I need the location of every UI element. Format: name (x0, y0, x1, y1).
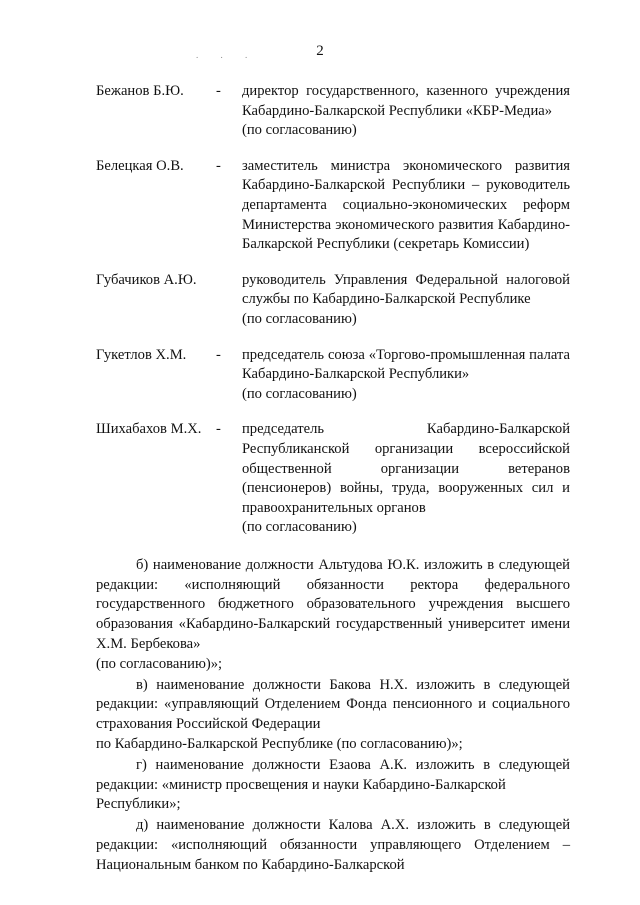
person-description-text: руководитель Управления Федеральной налоговой службы по Кабардино-Балкарской Республике (242, 271, 570, 308)
person-description-lastline: (по согласованию) (242, 310, 357, 327)
list-item (96, 420, 570, 538)
list-item (96, 157, 570, 255)
paragraph-text: в) наименование должности Бакова Н.Х. изложить в следующей редакции: «управляющий Отделением Фонда пенсионного и социального страхования Российской Федерации (96, 676, 570, 733)
person-description-lastline: (по согласованию) (242, 122, 357, 139)
list-item (96, 346, 570, 405)
person-name: Губачиков А.Ю. (96, 271, 197, 288)
person-dash: - (216, 83, 221, 99)
person-dash: - (216, 157, 221, 174)
person-description-text: председатель Кабардино-Балкарской Республиканской организации всероссийской общественной организации ветеранов (пенсионеров) войны, труда, вооруженных сил и правоохранительных органов (242, 421, 570, 516)
person-name: Белецкая О.В. (96, 157, 184, 174)
person-description-lastline: (по согласованию) (242, 519, 357, 536)
list-item (96, 271, 570, 330)
page-number: 2 (316, 43, 324, 59)
person-description-text: директор государственного, казенного учреждения Кабардино-Балкарской Республики «КБР-Медиа» (242, 83, 570, 119)
person-description (242, 271, 570, 330)
paragraph-lastline: (по согласованию)»; (96, 655, 223, 672)
person-description (242, 346, 570, 405)
person-description (242, 82, 570, 141)
paragraph (96, 556, 570, 675)
amendment-paragraphs (96, 556, 570, 876)
paragraph (96, 676, 570, 755)
paragraph-lastline: по Кабардино-Балкарской Республике (по согласованию)»; (96, 736, 463, 753)
person-description-text: заместитель министра экономического развития Кабардино-Балкарской Республики – руководитель департамента социально-экономических реформ Министерства экономического развития Кабардино-Балкарской Республики (секретарь Комиссии) (242, 157, 570, 253)
document-body (96, 82, 570, 877)
paragraph-lastline: Республики»; (96, 796, 181, 813)
paragraph-text: д) наименование должности Калова А.Х. изложить в следующей редакции: «исполняющий обязанности управляющего Отделением – Национальным банком по Кабардино-Балкарской (96, 817, 570, 873)
person-name: Шихабахов М.Х. (96, 421, 202, 438)
list-item (96, 82, 570, 141)
person-name: Гукетлов Х.М. (96, 346, 187, 363)
person-description (242, 157, 570, 255)
person-description-lastline: (по согласованию) (242, 385, 357, 402)
paragraph (96, 756, 570, 815)
paragraph-text: б) наименование должности Альтудова Ю.К. изложить в следующей редакции: «исполняющий обязанности ректора федерального государственного бюджетного образовательного учреждения высшего образования «Кабардино-Балкарский государственный университет имени Х.М. Бербекова» (96, 556, 570, 653)
paragraph-text: г) наименование должности Езаова А.К. изложить в следующей редакции: «министр просвещения и науки Кабардино-Балкарской (96, 756, 570, 793)
paragraph (96, 816, 570, 875)
scan-marks: . . . (196, 50, 258, 60)
person-dash: - (216, 421, 221, 438)
person-name: Бежанов Б.Ю. (96, 83, 184, 99)
person-description (242, 420, 570, 538)
person-description-text: председатель союза «Торгово-промышленная палата Кабардино-Балкарской Республики» (242, 346, 570, 383)
person-dash: - (216, 346, 221, 363)
